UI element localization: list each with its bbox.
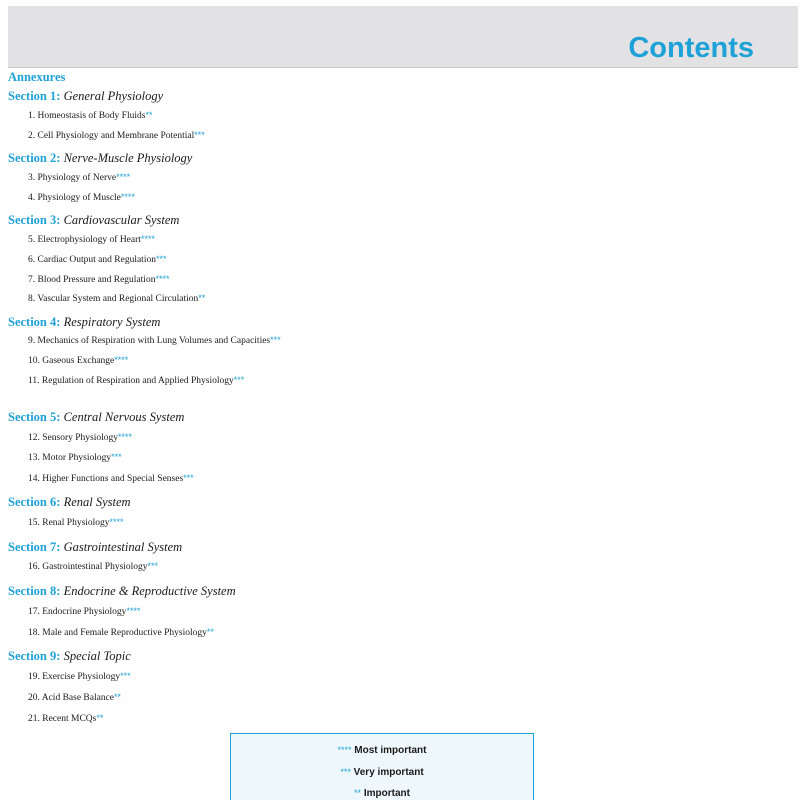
- importance-stars: ***: [183, 473, 194, 483]
- annexures-link[interactable]: Annexures: [8, 70, 66, 84]
- legend-label: Most important: [354, 745, 427, 756]
- chapter-title: 2. Cell Physiology and Membrane Potential: [28, 131, 195, 141]
- chapter-item[interactable]: [28, 171, 130, 184]
- section-heading[interactable]: [8, 494, 131, 510]
- section-number: Section 4:: [8, 315, 61, 329]
- chapter-title: 1. Homeostasis of Body Fluids: [28, 111, 146, 121]
- importance-stars: **: [96, 713, 104, 723]
- section-title: Renal System: [63, 495, 131, 509]
- section-title: Endocrine & Reproductive System: [63, 584, 236, 598]
- section-title: Central Nervous System: [63, 410, 185, 424]
- section-number: Section 2:: [8, 151, 61, 165]
- importance-stars: ****: [140, 234, 155, 244]
- header-banner: [8, 6, 798, 68]
- chapter-title: 4. Physiology of Muscle: [28, 193, 121, 203]
- importance-stars: ****: [109, 517, 124, 527]
- chapter-title: 15. Renal Physiology: [28, 518, 110, 528]
- chapter-item[interactable]: [28, 354, 128, 367]
- chapter-item[interactable]: [28, 292, 205, 305]
- legend-label: Important: [363, 788, 410, 799]
- section-heading[interactable]: [8, 583, 236, 599]
- importance-stars: ****: [116, 172, 131, 182]
- chapter-item[interactable]: [28, 560, 158, 573]
- section-heading[interactable]: [8, 648, 131, 664]
- importance-stars: ****: [120, 192, 135, 202]
- chapter-item[interactable]: [28, 516, 124, 529]
- chapter-title: 21. Recent MCQs: [28, 714, 97, 724]
- chapter-title: 10. Gaseous Exchange: [28, 356, 115, 366]
- chapter-title: 12. Sensory Physiology: [28, 433, 118, 443]
- chapter-title: 18. Male and Female Reproductive Physiology: [28, 628, 207, 638]
- chapter-item[interactable]: [28, 605, 140, 618]
- chapter-item[interactable]: [28, 334, 281, 347]
- section-number: Section 6:: [8, 495, 61, 509]
- section-number: Section 1:: [8, 89, 61, 103]
- chapter-title: 16. Gastrointestinal Physiology: [28, 562, 148, 572]
- chapter-title: 20. Acid Base Balance: [28, 693, 115, 703]
- section-heading[interactable]: [8, 314, 160, 330]
- chapter-item[interactable]: [28, 626, 214, 639]
- section-number: Section 7:: [8, 540, 61, 554]
- importance-stars: **: [206, 627, 214, 637]
- chapter-item[interactable]: [28, 129, 205, 142]
- importance-stars: ***: [270, 335, 281, 345]
- importance-stars: ***: [111, 452, 122, 462]
- importance-stars: ****: [126, 606, 141, 616]
- chapter-item[interactable]: [28, 431, 132, 444]
- importance-stars: ***: [147, 561, 159, 571]
- section-number: Section 5:: [8, 410, 61, 424]
- chapter-item[interactable]: [28, 451, 122, 464]
- importance-stars: ****: [118, 432, 133, 442]
- chapter-item[interactable]: [28, 109, 152, 122]
- legend-row-most-important: [231, 744, 533, 757]
- legend-stars: **: [354, 788, 362, 798]
- chapter-item[interactable]: [28, 191, 135, 204]
- section-title: Nerve-Muscle Physiology: [63, 151, 193, 165]
- section-heading[interactable]: [8, 88, 163, 104]
- chapter-title: 6. Cardiac Output and Regulation: [28, 255, 156, 265]
- section-title: General Physiology: [63, 89, 164, 103]
- chapter-item[interactable]: [28, 472, 194, 485]
- section-title: Special Topic: [63, 649, 131, 663]
- page-title: Contents: [628, 32, 754, 64]
- importance-stars: ***: [155, 254, 167, 264]
- chapter-title: 17. Endocrine Physiology: [28, 607, 127, 617]
- chapter-item[interactable]: [28, 374, 244, 387]
- legend-row-very-important: [231, 766, 533, 779]
- section-title: Cardiovascular System: [63, 213, 180, 227]
- importance-stars: **: [145, 110, 153, 120]
- section-heading[interactable]: [8, 212, 179, 228]
- legend-stars: ***: [340, 767, 351, 777]
- importance-stars: ****: [114, 355, 129, 365]
- section-number: Section 9:: [8, 649, 61, 663]
- importance-stars: ****: [155, 274, 170, 284]
- importance-stars: **: [114, 692, 122, 702]
- importance-stars: ***: [120, 671, 131, 681]
- chapter-title: 9. Mechanics of Respiration with Lung Volumes and Capacities: [28, 336, 271, 346]
- section-number: Section 8:: [8, 584, 61, 598]
- chapter-item[interactable]: [28, 712, 103, 725]
- legend-label: Very important: [353, 767, 424, 778]
- legend-stars: ****: [337, 745, 352, 755]
- chapter-title: 7. Blood Pressure and Regulation: [28, 275, 156, 285]
- chapter-item[interactable]: [28, 233, 155, 246]
- chapter-item[interactable]: [28, 253, 166, 266]
- importance-stars: **: [198, 293, 206, 303]
- section-heading[interactable]: [8, 539, 182, 555]
- section-title: Gastrointestinal System: [63, 540, 183, 554]
- chapter-title: 19. Exercise Physiology: [28, 672, 121, 682]
- importance-stars: ***: [233, 375, 245, 385]
- chapter-title: 14. Higher Functions and Special Senses: [28, 474, 184, 484]
- legend-row-important: [231, 787, 533, 800]
- section-title: Respiratory System: [63, 315, 161, 329]
- importance-stars: ***: [194, 130, 205, 140]
- chapter-title: 5. Electrophysiology of Heart: [28, 235, 141, 245]
- importance-legend: [230, 733, 534, 800]
- chapter-item[interactable]: [28, 691, 121, 704]
- chapter-title: 11. Regulation of Respiration and Applied Physiology: [28, 376, 234, 386]
- section-heading[interactable]: [8, 150, 192, 166]
- chapter-title: 3. Physiology of Nerve: [28, 173, 117, 183]
- chapter-item[interactable]: [28, 273, 169, 286]
- chapter-title: 13. Motor Physiology: [28, 453, 112, 463]
- chapter-title: 8. Vascular System and Regional Circulation: [28, 294, 199, 304]
- section-heading[interactable]: [8, 409, 184, 425]
- section-number: Section 3:: [8, 213, 61, 227]
- chapter-item[interactable]: [28, 670, 131, 683]
